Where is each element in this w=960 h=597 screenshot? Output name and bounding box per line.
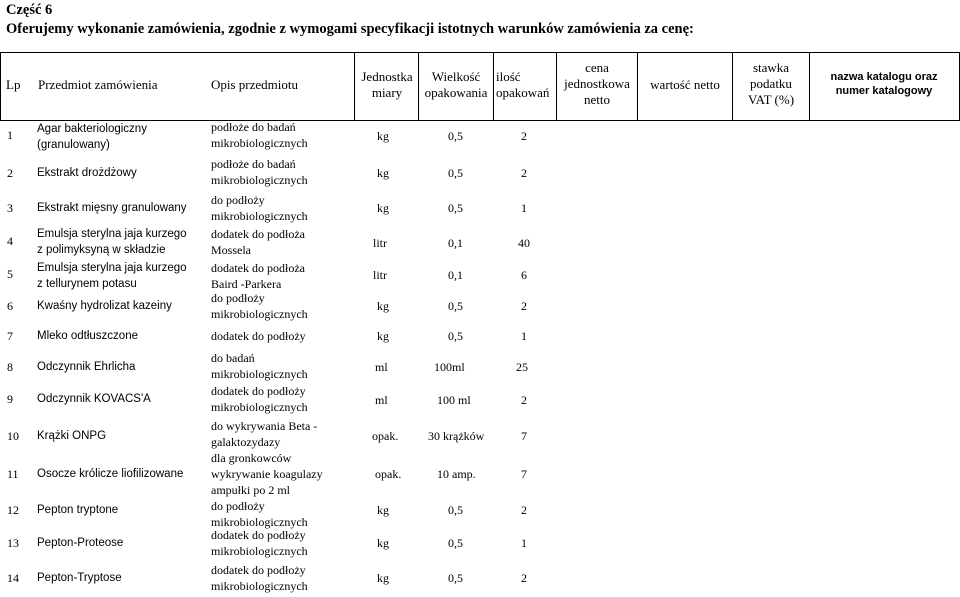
header-wielkosc: Wielkość opakowania (424, 69, 488, 100)
row-lp: 1 (7, 128, 13, 142)
header-katalog: nazwa katalogu oraz numer katalogowy (830, 71, 938, 97)
row-size: 0,5 (448, 571, 463, 585)
row-opis: dodatek do podłoży mikrobiologicznych (211, 528, 308, 558)
header-lp: Lp (6, 77, 21, 92)
row-size: 0,5 (448, 536, 463, 550)
row-name: Osocze królicze liofilizowane (37, 468, 184, 480)
row-lp: 2 (7, 166, 13, 180)
header-jednostka: Jednostka miary (361, 69, 413, 100)
col-divider (354, 52, 355, 120)
row-opis: do wykrywania Beta - galaktozydazy (211, 419, 318, 449)
col-divider (493, 52, 494, 120)
col-divider (0, 52, 1, 120)
row-size: 30 krążków (428, 429, 485, 443)
row-qty: 2 (521, 571, 527, 585)
row-size: 100 ml (437, 393, 471, 407)
row-size: 0,1 (448, 236, 463, 250)
row-qty: 1 (521, 329, 527, 343)
row-unit: ml (375, 360, 388, 374)
row-qty: 7 (521, 467, 527, 481)
row-unit: kg (377, 503, 389, 517)
row-name: Mleko odtłuszczone (37, 330, 138, 342)
row-name: Odczynnik Ehrlicha (37, 361, 136, 373)
row-qty: 2 (521, 393, 527, 407)
row-opis: do podłoży mikrobiologicznych (211, 291, 308, 321)
col-divider (809, 52, 810, 120)
row-opis: ampułki po 2 ml do podłoży mikrobiologicznych (211, 483, 308, 529)
row-name: Emulsja sterylna jaja kurzego z polimyksyną w składzie (37, 228, 187, 256)
row-qty: 2 (521, 166, 527, 180)
row-qty: 1 (521, 536, 527, 550)
row-name: Agar bakteriologiczny (granulowany) (37, 123, 147, 151)
row-opis: podłoże do badań mikrobiologicznych (211, 120, 308, 150)
row-qty: 2 (521, 299, 527, 313)
row-unit: litr (373, 268, 387, 282)
col-divider (732, 52, 733, 120)
header-cena: cena jednostkowa netto (564, 60, 630, 107)
row-unit: kg (377, 129, 389, 143)
row-lp: 5 (7, 267, 13, 281)
row-lp: 4 (7, 234, 13, 248)
row-name: Pepton tryptone (37, 504, 119, 516)
header-wartosc: wartość netto (650, 77, 720, 92)
row-opis: dodatek do podłoży mikrobiologicznych (211, 563, 308, 593)
row-lp: 13 (7, 536, 19, 550)
row-opis: do badań mikrobiologicznych (211, 351, 308, 381)
row-lp: 14 (7, 571, 19, 585)
row-size: 0,5 (448, 129, 463, 143)
row-name: Odczynnik KOVACS'A (37, 393, 151, 405)
row-qty: 25 (516, 360, 528, 374)
row-name: Pepton-Tryptose (37, 572, 122, 584)
row-name: Ekstrakt drożdżowy (37, 167, 137, 179)
row-unit: litr (373, 236, 387, 250)
row-name: Emulsja sterylna jaja kurzego z tellurynem potasu (37, 262, 187, 290)
col-divider (637, 52, 638, 120)
header-stawka: stawka podatku VAT (%) (747, 60, 795, 107)
offer-statement: Oferujemy wykonanie zamówienia, zgodnie z wymogami specyfikacji istotnych warunków zamówienia za cenę: (6, 21, 694, 37)
row-qty: 40 (518, 236, 530, 250)
row-size: 100ml (434, 360, 465, 374)
row-size: 0,5 (448, 329, 463, 343)
row-qty: 2 (521, 129, 527, 143)
row-opis: dodatek do podłoży (211, 329, 306, 343)
row-lp: 3 (7, 201, 13, 215)
section-title: Część 6 (6, 2, 53, 18)
row-size: 0,5 (448, 201, 463, 215)
header-przedmiot: Przedmiot zamówienia (38, 77, 158, 92)
row-size: 0,5 (448, 503, 463, 517)
row-unit: kg (377, 571, 389, 585)
table-top-border (0, 52, 960, 53)
row-lp: 7 (7, 329, 13, 343)
row-unit: kg (377, 201, 389, 215)
row-unit: opak. (372, 429, 399, 443)
row-unit: opak. (375, 467, 402, 481)
row-name: Kwaśny hydrolizat kazeiny (37, 300, 172, 312)
row-unit: kg (377, 299, 389, 313)
row-unit: kg (377, 166, 389, 180)
row-opis: dodatek do podłoży mikrobiologicznych (211, 384, 308, 414)
row-unit: kg (377, 536, 389, 550)
row-name: Pepton-Proteose (37, 537, 124, 549)
row-size: 0,5 (448, 299, 463, 313)
row-lp: 11 (7, 467, 19, 481)
row-lp: 10 (7, 429, 19, 443)
row-opis: dodatek do podłoża Mossela (211, 227, 305, 257)
row-lp: 8 (7, 360, 13, 374)
header-ilosc: ilość opakowań (496, 69, 550, 100)
row-opis: podłoże do badań mikrobiologicznych (211, 157, 308, 187)
row-name: Krążki ONPG (37, 430, 107, 442)
row-lp: 12 (7, 503, 19, 517)
header-opis: Opis przedmiotu (211, 77, 299, 92)
row-opis: dodatek do podłoża Baird -Parkera (211, 261, 305, 291)
row-qty: 6 (521, 268, 527, 282)
col-divider (556, 52, 557, 120)
row-opis: do podłoży mikrobiologicznych (211, 193, 308, 223)
row-unit: ml (375, 393, 388, 407)
row-size: 0,1 (448, 268, 463, 282)
col-divider (418, 52, 419, 120)
row-name: Ekstrakt mięsny granulowany (37, 202, 187, 214)
row-qty: 7 (521, 429, 527, 443)
row-lp: 6 (7, 299, 13, 313)
row-opis: dla gronkowców wykrywanie koagulazy (211, 451, 323, 481)
row-size: 0,5 (448, 166, 463, 180)
row-qty: 1 (521, 201, 527, 215)
row-size: 10 amp. (437, 467, 476, 481)
row-unit: kg (377, 329, 389, 343)
row-qty: 2 (521, 503, 527, 517)
row-lp: 9 (7, 392, 13, 406)
